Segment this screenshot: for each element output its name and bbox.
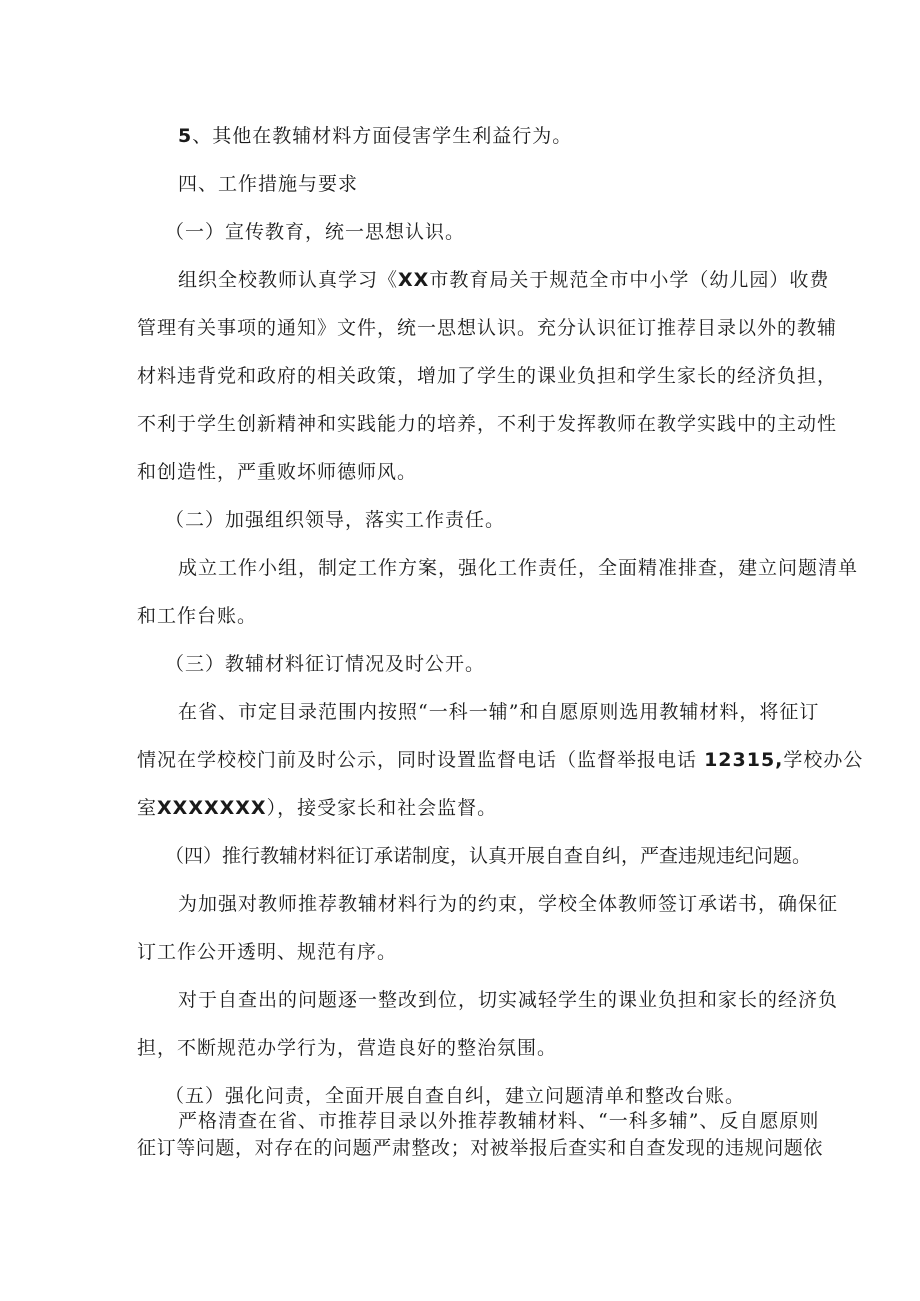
text-run: 室 — [137, 797, 158, 819]
paragraph-line: 为加强对教师推荐教辅材料行为的约束，学校全体教师签订承诺书，确保征 — [178, 893, 839, 915]
subsection-3-heading: （三）教辅材料征订情况及时公开。 — [165, 653, 486, 675]
paragraph-line — [178, 268, 829, 292]
paragraph-line: 严格清查在省、市推荐目录以外推荐教辅材料、“一科多辅”、反自愿原则 — [178, 1110, 820, 1132]
item-number: 5 — [178, 125, 193, 147]
paragraph-line: 材料违背党和政府的相关政策，增加了学生的课业负担和学生家长的经济负担， — [137, 365, 838, 387]
office-phone-placeholder: XXXXXXX — [157, 797, 267, 819]
paragraph-line: 和创造性，严重败坏师德师风。 — [137, 461, 418, 483]
paragraph-line: 在省、市定目录范围内按照“一科一辅”和自愿原则选用教辅材料，将征订 — [178, 701, 820, 723]
item-text: 、其他在教辅材料方面侵害学生利益行为。 — [192, 125, 573, 147]
text-run: 学校办公 — [783, 749, 864, 771]
text-run: ），接受家长和社会监督。 — [266, 797, 498, 819]
phone-number: 12315, — [704, 749, 784, 771]
subsection-1-heading: （一）宣传教育，统一思想认识。 — [165, 221, 466, 243]
subsection-5-heading: （五）强化问责，全面开展自查自纠，建立问题清单和整改台账。 — [165, 1085, 746, 1107]
subsection-4-heading: （四）推行教辅材料征订承诺制度，认真开展自查自纠，严查违规违纪问题。 — [165, 845, 812, 867]
text-run: XX — [398, 269, 430, 291]
paragraph-line: 担，不断规范办学行为，营造良好的整治氛围。 — [137, 1037, 558, 1059]
paragraph-line: 不利于学生创新精神和实践能力的培养，不利于发挥教师在教学实践中的主动性 — [137, 413, 838, 435]
paragraph-line: 成立工作小组，制定工作方案，强化工作责任，全面精准排查，建立问题清单 — [178, 557, 859, 579]
text-run: 市教育局关于规范全市中小学（幼儿园）收费 — [429, 269, 830, 291]
section-heading: 四、工作措施与要求 — [178, 173, 359, 195]
paragraph-line — [137, 796, 497, 820]
paragraph-line: 订工作公开透明、规范有序。 — [137, 941, 398, 963]
text-run: 情况在学校校门前及时公示，同时设置监督电话（监督举报电话 — [137, 749, 698, 771]
subsection-2-heading: （二）加强组织领导，落实工作责任。 — [165, 509, 506, 531]
paragraph-line: 管理有关事项的通知》文件，统一思想认识。充分认识征订推荐目录以外的教辅 — [137, 317, 838, 339]
paragraph-line — [137, 748, 863, 772]
text-run: 组织全校教师认真学习《 — [178, 269, 399, 291]
item-5-line — [178, 124, 572, 148]
paragraph-line: 对于自查出的问题逐一整改到位，切实减轻学生的课业负担和家长的经济负 — [178, 989, 839, 1011]
paragraph-line: 征订等问题，对存在的问题严肃整改；对被举报后查实和自查发现的违规问题依 — [137, 1137, 824, 1159]
paragraph-line: 和工作台账。 — [137, 605, 258, 627]
